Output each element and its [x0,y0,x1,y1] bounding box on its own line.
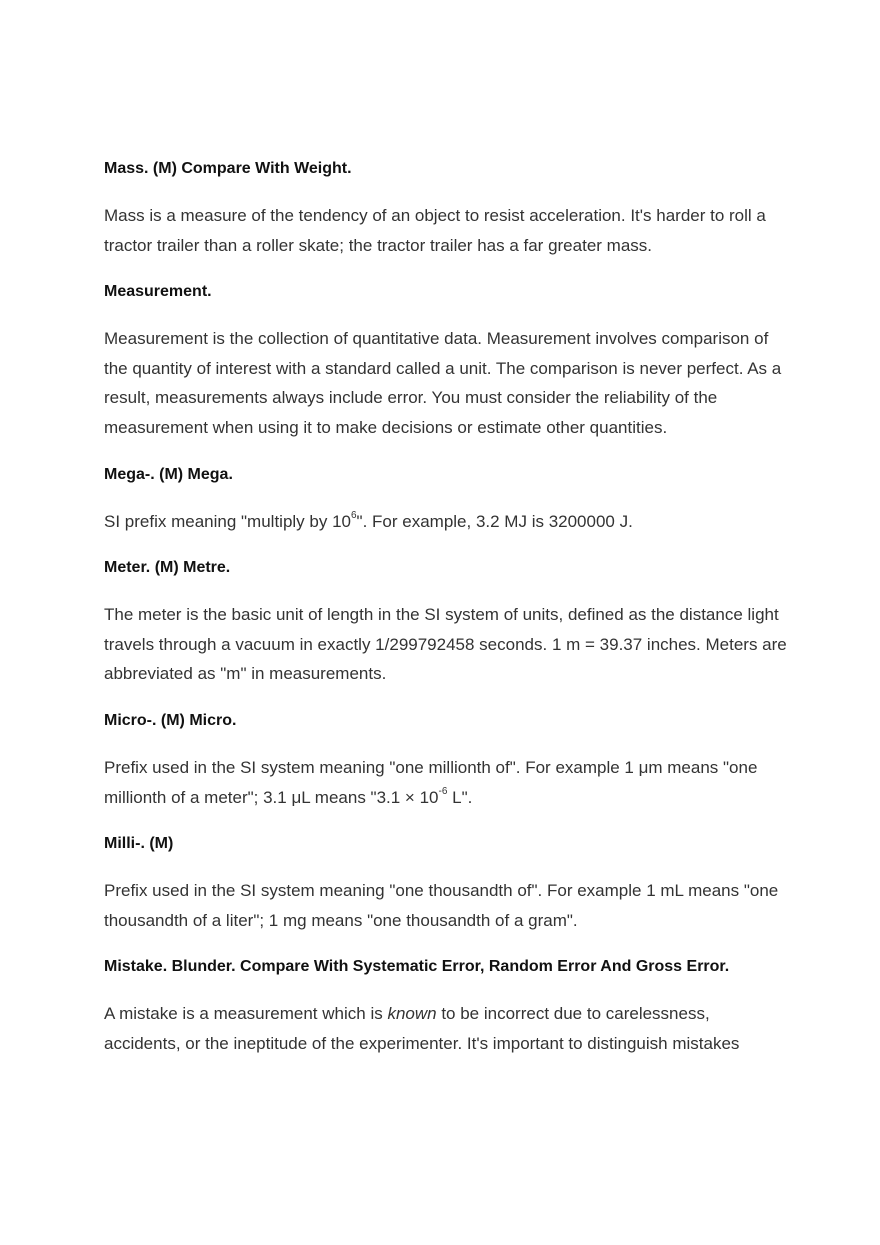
term-measurement: Measurement. [104,283,212,301]
term-mega: Mega-. (M) Mega. [104,465,233,483]
definition-mass: Mass is a measure of the tendency of an object to resist acceleration. It's harder to roll a tractor trailer than a roller skate; the tractor trailer has a far greater mass. [104,206,766,255]
term-mistake: Mistake. Blunder. Compare With Systematic Error, Random Error And Gross Error. [104,958,730,976]
term-meter: Meter. (M) Metre. [104,559,231,577]
term-micro: Micro-. (M) Micro. [104,711,237,729]
definition-micro [104,753,788,812]
definition-mega-exponent: 6 [350,509,357,521]
term-mass: Mass. (M) Compare With Weight. [104,160,352,177]
definition-mistake-text-after: to be incorrect due to carelessness, accidents, or the ineptitude of the experimenter. It's important to distinguish mistakes [104,1004,740,1053]
definition-micro-exponent: -6 [438,785,448,797]
definition-mistake-text-before: A mistake is a measurement which is [104,1004,388,1024]
definition-meter: The meter is the basic unit of length in the SI system of units, defined as the distance light travels through a vacuum in exactly 1/299792458 seconds. 1 m = 39.37 inches. Meters are abbreviated as "m" in measurements. [104,605,787,684]
term-milli: Milli-. (M) [104,835,174,853]
definition-measurement: Measurement is the collection of quantitative data. Measurement involves comparison of the quantity of interest with a standard called a unit. The comparison is never perfect. As a result, measurements always include error. You must consider the reliability of the measurement when using it to make decisions or estimate other quantities. [104,329,782,437]
definition-mega-text-after: ". For example, 3.2 MJ is 3200000 J. [356,511,633,531]
definition-mega-text-before: SI prefix meaning "multiply by 10 [104,511,351,531]
glossary-page [104,154,788,1076]
definition-milli: Prefix used in the SI system meaning "one thousandth of". For example 1 mL means "one thousandth of a liter"; 1 mg means "one thousandth of a gram". [104,881,779,930]
definition-mega [104,507,788,537]
definition-mistake [104,999,788,1058]
definition-micro-text-before: Prefix used in the SI system meaning "one millionth of". For example 1 μm means "one millionth of a meter"; 3.1 μL means "3.1 × 10 [104,757,758,807]
definition-micro-text-after: L". [447,787,473,807]
definition-mistake-emphasis: known [387,1004,437,1024]
